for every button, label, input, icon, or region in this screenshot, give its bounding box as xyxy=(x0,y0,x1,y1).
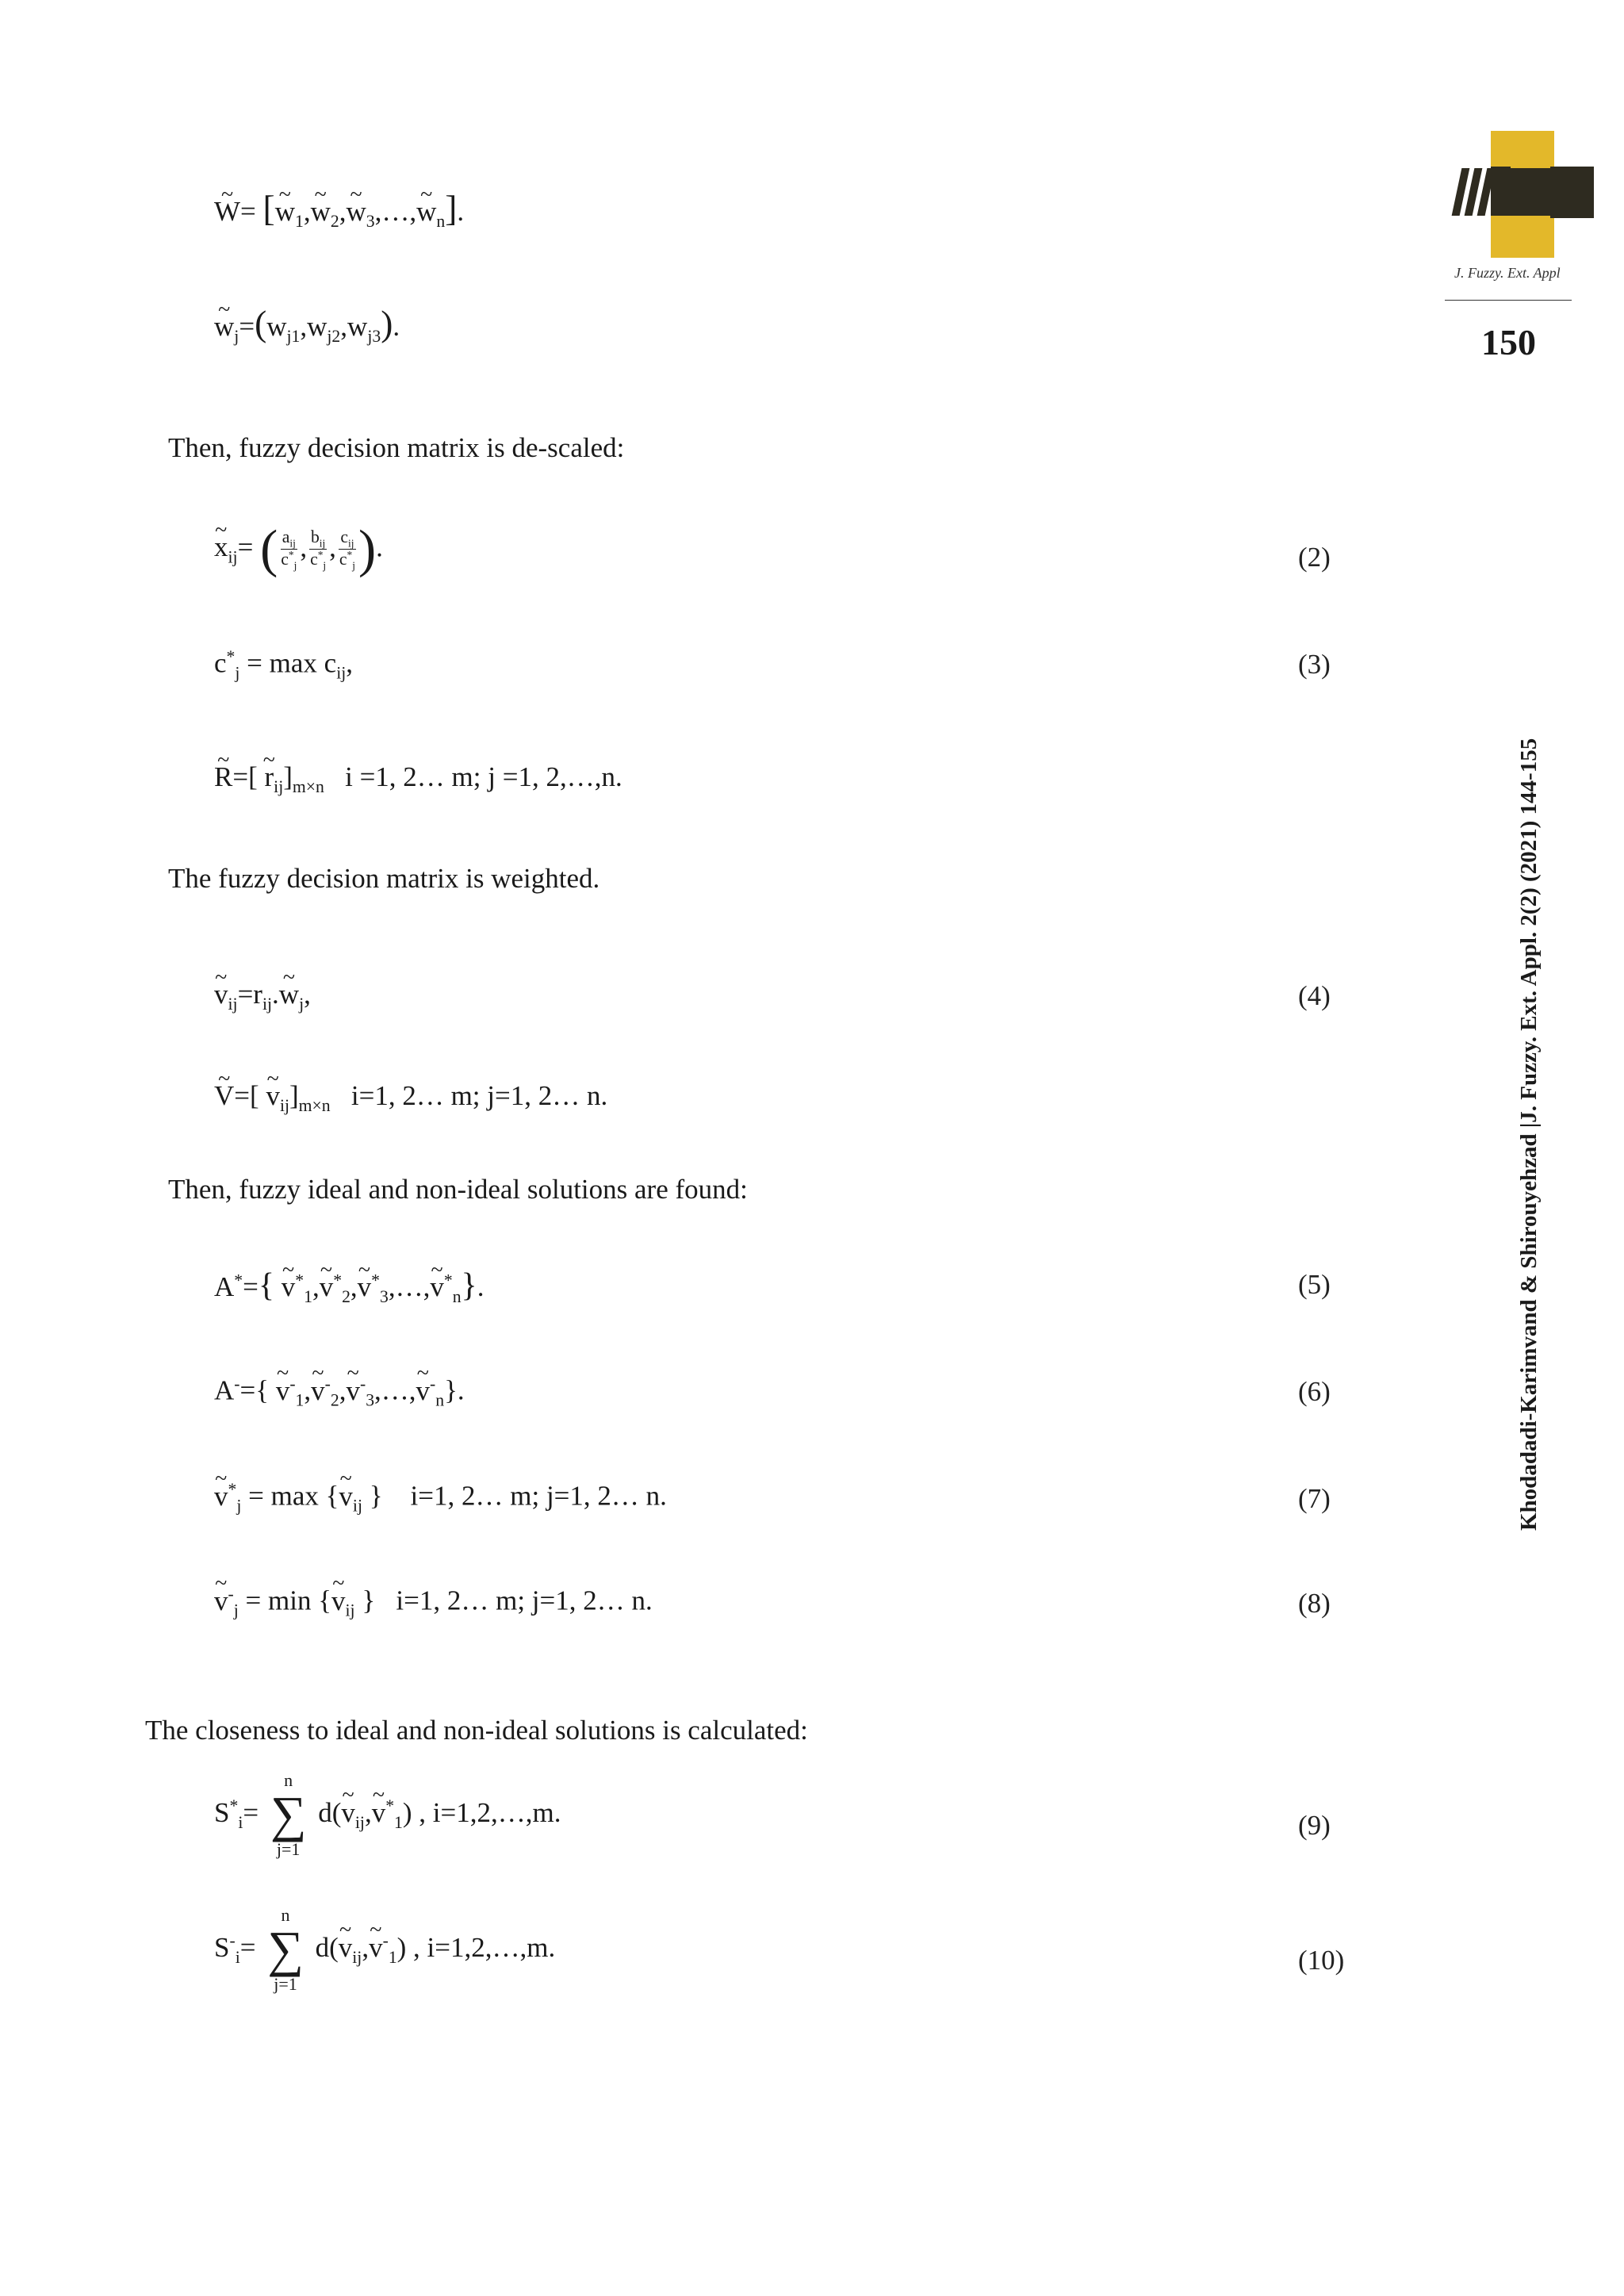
running-head: Khodadadi-Karimvand & Shirouyehzad |J. Fuzzy. Ext. Appl. 2(2) (2021) 144-155 xyxy=(1516,738,1542,1531)
equation-number-4: (4) xyxy=(1298,980,1331,1011)
paragraph-3: Then, fuzzy ideal and non-ideal solutions are found: xyxy=(168,1174,748,1205)
page-number: 150 xyxy=(1481,322,1536,362)
equation-number-8: (8) xyxy=(1298,1588,1331,1619)
equation-number-10: (10) xyxy=(1298,1945,1345,1976)
equation-weight-component: ~ $w_j=(w_{j1},w_{j2},w_{j3})$. xyxy=(214,305,400,346)
equation-number-9: (9) xyxy=(1298,1810,1331,1841)
equation-number-5: (5) xyxy=(1298,1269,1331,1300)
paragraph-2: The fuzzy decision matrix is weighted. xyxy=(168,863,600,894)
equation-2: ~ $x_{ij}=$ ( $\frac{a_{ij}}{c^*_j}$ , $\frac{b_{ij}}{c^*_j}$ , $\frac{c_{ij}}{c^*_j}$ ). xyxy=(214,523,383,577)
equation-number-7: (7) xyxy=(1298,1483,1331,1514)
equation-6: A-={ ~ $v^-_1,\sim$ $v^-_2,\sim$ $v^-_3,\dots,\sim$ $v^-_n$}. xyxy=(214,1376,465,1409)
equation-7: ~ $v^*_j = \max$ {~ $v_{ij}$ } i=1, 2… m; j=1, 2… n. xyxy=(214,1481,667,1515)
equation-number-2: (2) xyxy=(1298,542,1331,573)
paragraph-1: Then, fuzzy decision matrix is de-scaled: xyxy=(168,432,625,463)
equation-number-6: (6) xyxy=(1298,1376,1331,1407)
equation-weighted-matrix: ~ V=[ ~ $v_{ij}]_{m\times n}$ i=1, 2… m; j=1, 2… n. xyxy=(214,1082,607,1115)
equation-normalized-matrix: ~ R=[ ~ $r_{ij}]_{m\times n}$ i =1, 2… m; j =1, 2,…,n. xyxy=(214,763,622,796)
equation-4: ~ $v_{ij}=r_{ij}.\sim$ $w_j$, xyxy=(214,980,311,1014)
equation-5: A*={ ~ $v^*_1,\sim$ $v^*_2,\sim$ $v^*_3,\dots,\sim$ $v^*_n$}. xyxy=(214,1269,484,1306)
equation-8: ~ $v^-_j = \min$ {~ $v_{ij}$ } i=1, 2… m; j=1, 2… n. xyxy=(214,1586,653,1619)
equation-10: $S^-_i=$ n ∑ j=1 d(~ $v_{ij},\sim$ $v^-_1$) , i=1,2,…,m. xyxy=(214,1905,555,1995)
equation-weight-vector: ~ W= [~ $w_1,\sim$ $w_2,\sim$ $w_3,\dots,\sim$ $w_n$]. xyxy=(214,190,464,231)
journal-abbrev: J. Fuzzy. Ext. Appl xyxy=(1454,265,1561,281)
equation-number-3: (3) xyxy=(1298,649,1331,680)
header-rule xyxy=(1445,300,1572,301)
equation-9: $S^*_i=$ n ∑ j=1 d(~ $v_{ij},\sim$ $v^*_1$) , i=1,2,…,m. xyxy=(214,1770,561,1861)
equation-3: $c^*_j = \max c_{ij}$, xyxy=(214,647,354,683)
paragraph-4: The closeness to ideal and non-ideal solutions is calculated: xyxy=(145,1715,808,1746)
